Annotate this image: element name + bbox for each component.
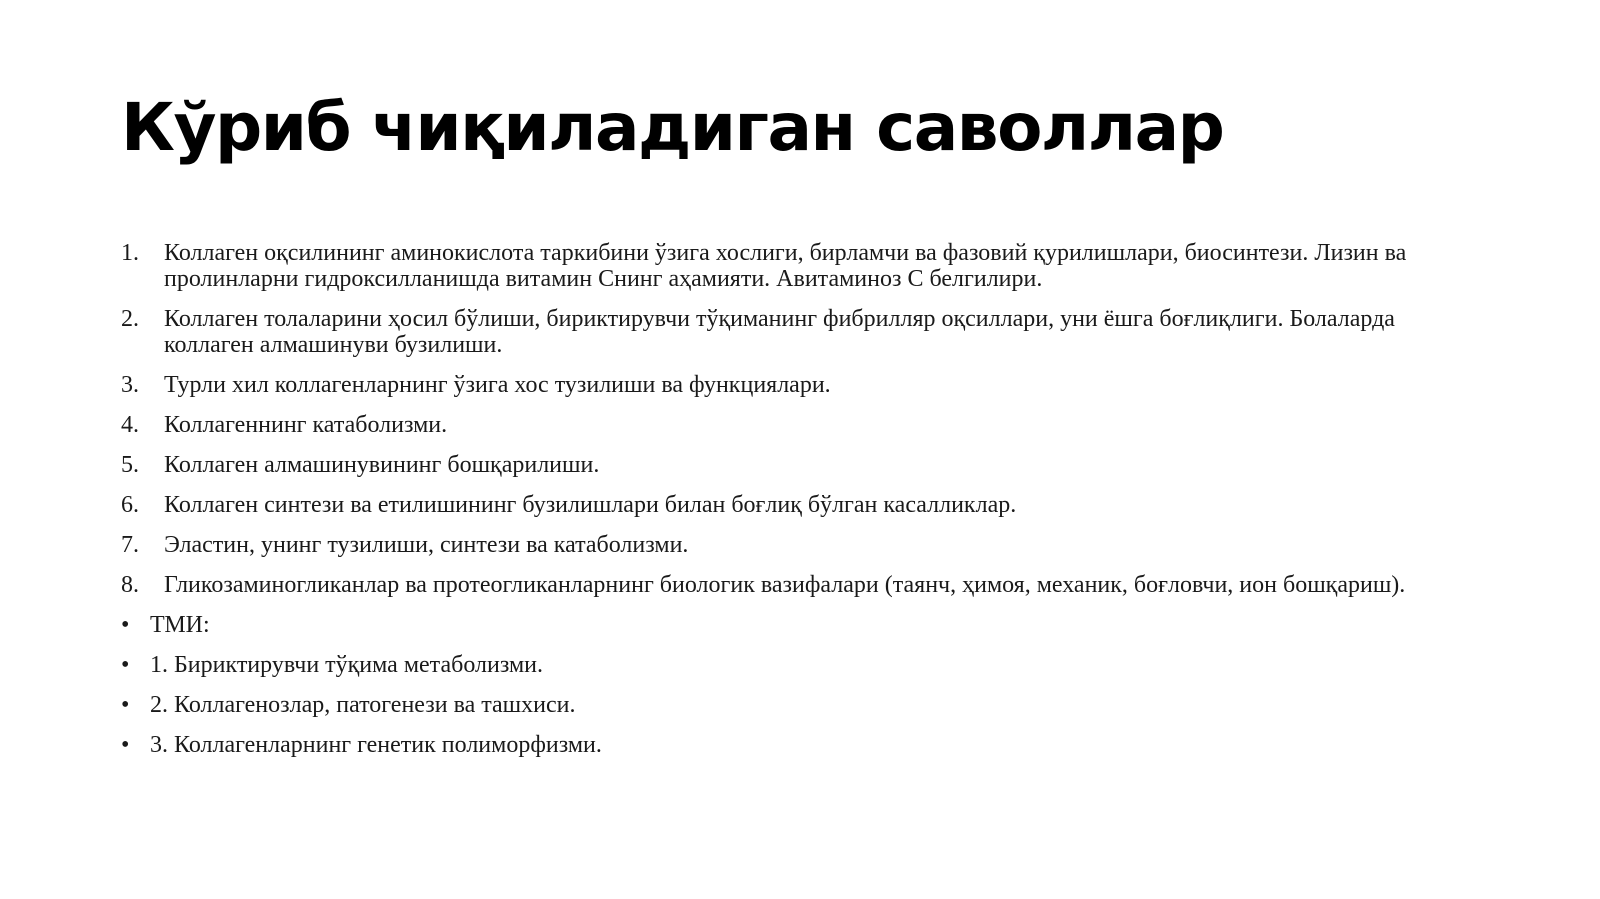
list-item: [121, 240, 1461, 292]
list-item: [121, 452, 1461, 478]
numbered-list: [121, 240, 1461, 598]
bullet-item: [121, 652, 1461, 678]
list-item: [121, 492, 1461, 518]
list-item-number: 5.: [121, 452, 139, 478]
list-item-text: Коллагеннинг катаболизми.: [164, 412, 448, 438]
bullet-item: [121, 692, 1461, 718]
list-item-number: 4.: [121, 412, 139, 438]
list-item-number: 3.: [121, 372, 139, 398]
list-item-number: 2.: [121, 306, 139, 332]
list-item-number: 6.: [121, 492, 139, 518]
list-item: [121, 306, 1461, 358]
list-item: [121, 372, 1461, 398]
bullet-icon: •: [121, 652, 130, 678]
bullet-icon: •: [121, 732, 130, 758]
bullet-item-text: 1. Бириктирувчи тўқима метаболизми.: [150, 652, 543, 678]
list-item-text: Эластин, унинг тузилиши, синтези ва катаболизми.: [164, 532, 689, 558]
bullet-item-text: 3. Коллагенларнинг генетик полиморфизми.: [150, 732, 602, 758]
list-item-text: Коллаген толаларини ҳосил бўлиши, бириктирувчи тўқиманинг фибрилляр оқсиллари, уни ёшга боғлиқлиги. Болаларда коллаген алмашинуви бузилиши.: [164, 306, 1395, 358]
bullet-icon: •: [121, 692, 130, 718]
list-item-text: Коллаген алмашинувининг бошқарилиши.: [164, 452, 600, 478]
slide-content: [121, 240, 1461, 772]
bullet-item-text: ТМИ:: [150, 612, 210, 638]
list-item-number: 7.: [121, 532, 139, 558]
slide-title: Кўриб чиқиладиган саволлар: [121, 89, 1224, 166]
bullet-item: [121, 732, 1461, 758]
bullet-item-text: 2. Коллагенозлар, патогенези ва ташхиси.: [150, 692, 576, 718]
list-item-number: 1.: [121, 240, 139, 266]
list-item: [121, 532, 1461, 558]
bullet-icon: •: [121, 612, 130, 638]
bullet-item: [121, 612, 1461, 638]
list-item-text: Гликозаминогликанлар ва протеогликанларнинг биологик вазифалари (таянч, ҳимоя, механик, боғловчи, ион бошқариш).: [164, 572, 1406, 598]
list-item: [121, 412, 1461, 438]
list-item-text: Коллаген оқсилининг аминокислота таркибини ўзига хослиги, бирламчи ва фазовий қурилишлари, биосинтези. Лизин ва пролинларни гидроксилланишда витамин Снинг аҳамияти. Авитаминоз С белгилири.: [164, 240, 1407, 292]
bullet-list: [121, 612, 1461, 758]
list-item-number: 8.: [121, 572, 139, 598]
list-item-text: Турли хил коллагенларнинг ўзига хос тузилиши ва функциялари.: [164, 372, 831, 398]
list-item-text: Коллаген синтези ва етилишининг бузилишлари билан боғлиқ бўлган касалликлар.: [164, 492, 1017, 518]
list-item: [121, 572, 1461, 598]
